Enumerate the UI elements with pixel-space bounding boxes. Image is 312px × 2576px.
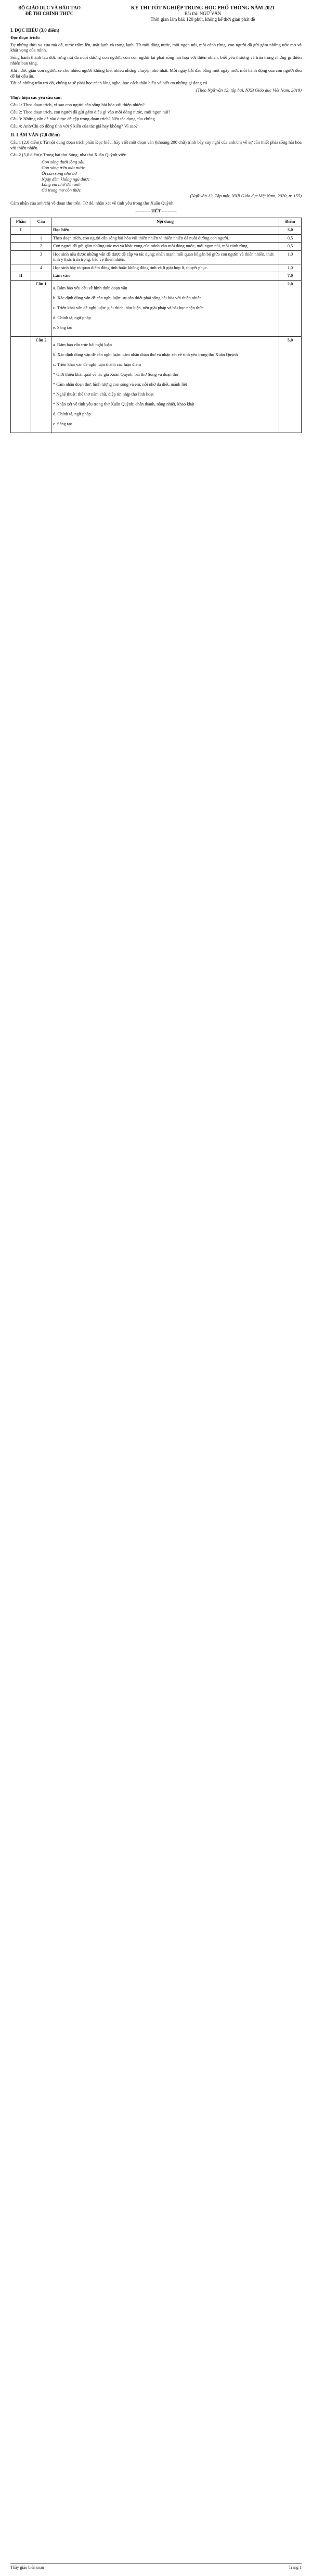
writing-question-2: Câu 2 (5,0 điểm): Trong bài thơ Sóng, nhà thơ Xuân Quỳnh viết:	[10, 152, 126, 158]
table-row	[11, 337, 302, 433]
poem-line: Ngày đêm không ngủ được	[42, 176, 90, 182]
answer-score: 1,0	[279, 250, 302, 264]
reading-section	[10, 28, 302, 213]
ministry-name: BỘ GIÁO DỤC VÀ ĐÀO TẠO	[18, 5, 81, 10]
poem-line: Con sóng trên mặt nước	[42, 164, 85, 170]
section-score: 7,0	[279, 272, 302, 281]
table-row	[11, 272, 302, 281]
exam-title: KỲ THI TỐT NGHIỆP TRUNG HỌC PHỔ THÔNG NĂM 2021	[131, 5, 275, 11]
reading-paragraph: Tất cả những trăn trở đó, chúng ta sẽ phải học cách lắng nghe, học cách thấu hiểu và biết ơn những gì đang có.	[10, 80, 209, 86]
question-number: 2	[31, 243, 51, 251]
rubric-point: a. Đảm bảo cấu trúc bài nghị luận	[53, 342, 112, 347]
section-title: Làm văn	[51, 272, 279, 281]
reading-title: I. ĐỌC HIỂU (3,0 điểm)	[10, 28, 59, 33]
answer-score: 0,5	[279, 234, 302, 243]
time: Thời gian làm bài: 120 phút, không kể thời gian phát đề	[150, 17, 255, 22]
rubric-point: d. Chính tả, ngữ pháp	[53, 315, 91, 321]
header-content: Nội dung	[51, 218, 279, 226]
reading-instruction: Thực hiện các yêu cầu sau:	[10, 94, 62, 100]
reading-question: Câu 1: Theo đoạn trích, vì sao con người cần sống hài hòa với thiên nhiên?	[10, 101, 145, 107]
exam-header	[10, 5, 302, 22]
subject: Bài thi: NGỮ VĂN	[184, 11, 222, 16]
poem-line: Ôi con sóng nhớ bờ	[42, 170, 77, 176]
rubric-point: e. Sáng tạo	[53, 421, 72, 426]
exam-document	[10, 0, 302, 2570]
rubric-point: b. Xác định đúng vấn đề cần nghị luận: cảm nhận đoạn thơ và nhận xét về tình yêu trong thơ Xuân Quỳnh	[53, 352, 238, 357]
rubric-point: c. Triển khai vấn đề nghị luận thành các luận điểm	[53, 362, 141, 367]
section-number: II	[11, 272, 31, 281]
table-row	[11, 243, 302, 251]
rubric-point: * Nghệ thuật: thể thơ năm chữ, điệp từ, nhịp thơ linh hoạt	[53, 391, 154, 397]
answer-score: 0,5	[279, 243, 302, 251]
rubric-point: * Giới thiệu khái quát về tác giả Xuân Quỳnh, bài thơ Sóng và đoạn thơ	[53, 372, 178, 377]
header-left	[10, 5, 88, 22]
answer-content: Học sinh bày tỏ quan điểm đồng tình hoặc không đồng tình và lí giải hợp lí, thuyết phục.	[51, 264, 279, 272]
answer-table	[10, 218, 302, 433]
poem-line: Cả trong mơ còn thức	[42, 187, 81, 193]
question-number: 4	[31, 264, 51, 272]
rubric-point: c. Triển khai vấn đề nghị luận: giải thích, bàn luận, nêu giải pháp và bài học nhận thức	[53, 306, 204, 311]
footer-right: Trang 1	[289, 2565, 302, 2570]
rubric-point: b. Xác định đúng vấn đề cần nghị luận: sự cần thiết phải sống hài hòa với thiên nhiên	[53, 296, 202, 301]
table-row	[11, 250, 302, 264]
header-right	[104, 5, 302, 22]
section-number: I	[11, 226, 31, 234]
reading-question: Câu 2: Theo đoạn trích, con người đã gửi gắm điều gì vào mỗi dòng nước, mỗi ngọn núi?	[10, 109, 171, 115]
rubric-point: e. Sáng tạo	[53, 325, 72, 331]
reading-question: Câu 4: Anh/Chị có đồng tình với ý kiến của tác giả hay không? Vì sao?	[10, 123, 138, 129]
answer-content	[51, 281, 279, 337]
table-row	[11, 264, 302, 272]
writing-question-1: Câu 1 (2,0 điểm): Từ nội dung đoạn trích phần Đọc hiểu, hãy viết một đoạn văn (khoảng 200 chữ) trình bày suy nghĩ của anh/chị về sự cần thiết phải sống hài hòa với thiên nhiên.	[10, 139, 302, 150]
answer-score: 5,0	[279, 337, 302, 433]
answer-content: Học sinh nêu được những vấn đề được đề cập và tác dụng: nhấn mạnh mối quan hệ gắn bó giữa con người và thiên nhiên, thức tỉnh ý thức trân trọng, bảo vệ thiên nhiên.	[51, 250, 279, 264]
header-score: Điểm	[279, 218, 302, 226]
reading-paragraph: Tự những thời xa xưa mà đã, nước trầm lên, mặt lạnh và trang lạnh. Từ mỗi dòng nước, mỗi ngọn núi, mỗi cánh rừng, con người đã gửi gắm những ước mơ và khát vọng của mình.	[10, 42, 302, 53]
table-header-row	[11, 218, 302, 226]
answer-content: Con người đã gửi gắm những ước mơ và khát vọng của mình vào mỗi dòng nước, mỗi ngọn núi, mỗi cánh rừng.	[51, 243, 279, 251]
poem-line: Con sóng dưới lòng sâu	[42, 159, 85, 165]
rubric-point: d. Chính tả, ngữ pháp	[53, 411, 91, 416]
table-row	[11, 226, 302, 234]
rubric-point: * Nhận xét về tình yêu trong thơ Xuân Quỳnh: chân thành, nồng nhiệt, khao khát	[53, 401, 194, 407]
question-number: Câu 2	[31, 337, 51, 433]
writing-task: Cảm nhận của anh/chị về đoạn thơ trên. Từ đó, nhận xét về tình yêu trong thơ Xuân Quỳnh.	[10, 200, 175, 206]
page-footer	[10, 2564, 302, 2570]
answer-content	[51, 337, 279, 433]
writing-title: II. LÀM VĂN (7,0 điểm)	[10, 132, 60, 137]
poem-line: Lòng em nhớ đến anh	[42, 182, 81, 187]
question-number: 1	[31, 234, 51, 243]
answer-score: 2,0	[279, 281, 302, 337]
table-row	[11, 234, 302, 243]
reading-paragraph: Sống hành thành lâu đời, rừng núi đã nuôi dưỡng con người; còn con người lại phải sống hài hòa với thiên nhiên, biết yêu thương và trân trọng những gì thiên nhiên ban tặng.	[10, 55, 302, 66]
header-question: Câu	[31, 218, 51, 226]
section-title: Đọc hiểu	[51, 226, 279, 234]
reading-intro: Đọc đoạn trích:	[10, 34, 41, 40]
reading-question: Câu 3: Những vấn đề nào được đề cập trong đoạn trích? Nêu tác dụng của chúng.	[10, 116, 156, 122]
reading-source: (Theo Ngữ văn 12, tập hai, NXB Giáo dục Việt Nam, 2019)	[196, 87, 302, 93]
section-score: 3,0	[279, 226, 302, 234]
end-marker: ---------- HẾT ----------	[135, 208, 177, 213]
footer-left: Thầy giáo biên soạn	[10, 2565, 44, 2570]
question-number: 3	[31, 250, 51, 264]
reading-paragraph: Khi nước giận con người, sẽ cho nhiều người không biết nhiều những chuyện nhỏ nhặt. Mỗi ngày bắt đầu bằng một ngày mới, mỗi hành động của con người đều để lại dấu ấn.	[10, 67, 302, 79]
poem	[10, 159, 302, 193]
rubric-point: a. Đảm bảo yêu cầu về hình thức đoạn văn	[53, 286, 127, 291]
answer-score: 1,0	[279, 264, 302, 272]
question-number: Câu 1	[31, 281, 51, 337]
rubric-point: * Cảm nhận đoạn thơ: hình tượng con sóng và em; nỗi nhớ da diết, mãnh liệt	[53, 382, 187, 387]
poem-source: (Ngữ văn 12, Tập một, NXB Giáo dục Việt Nam, 2020, tr. 155)	[190, 193, 302, 198]
table-row	[11, 281, 302, 337]
header-part: Phần	[11, 218, 31, 226]
answer-content: Theo đoạn trích, con người cần sống hài hòa với thiên nhiên vì thiên nhiên đã nuôi dưỡng con người.	[51, 234, 279, 243]
official-label: ĐỀ THI CHÍNH THỨC	[25, 11, 74, 16]
